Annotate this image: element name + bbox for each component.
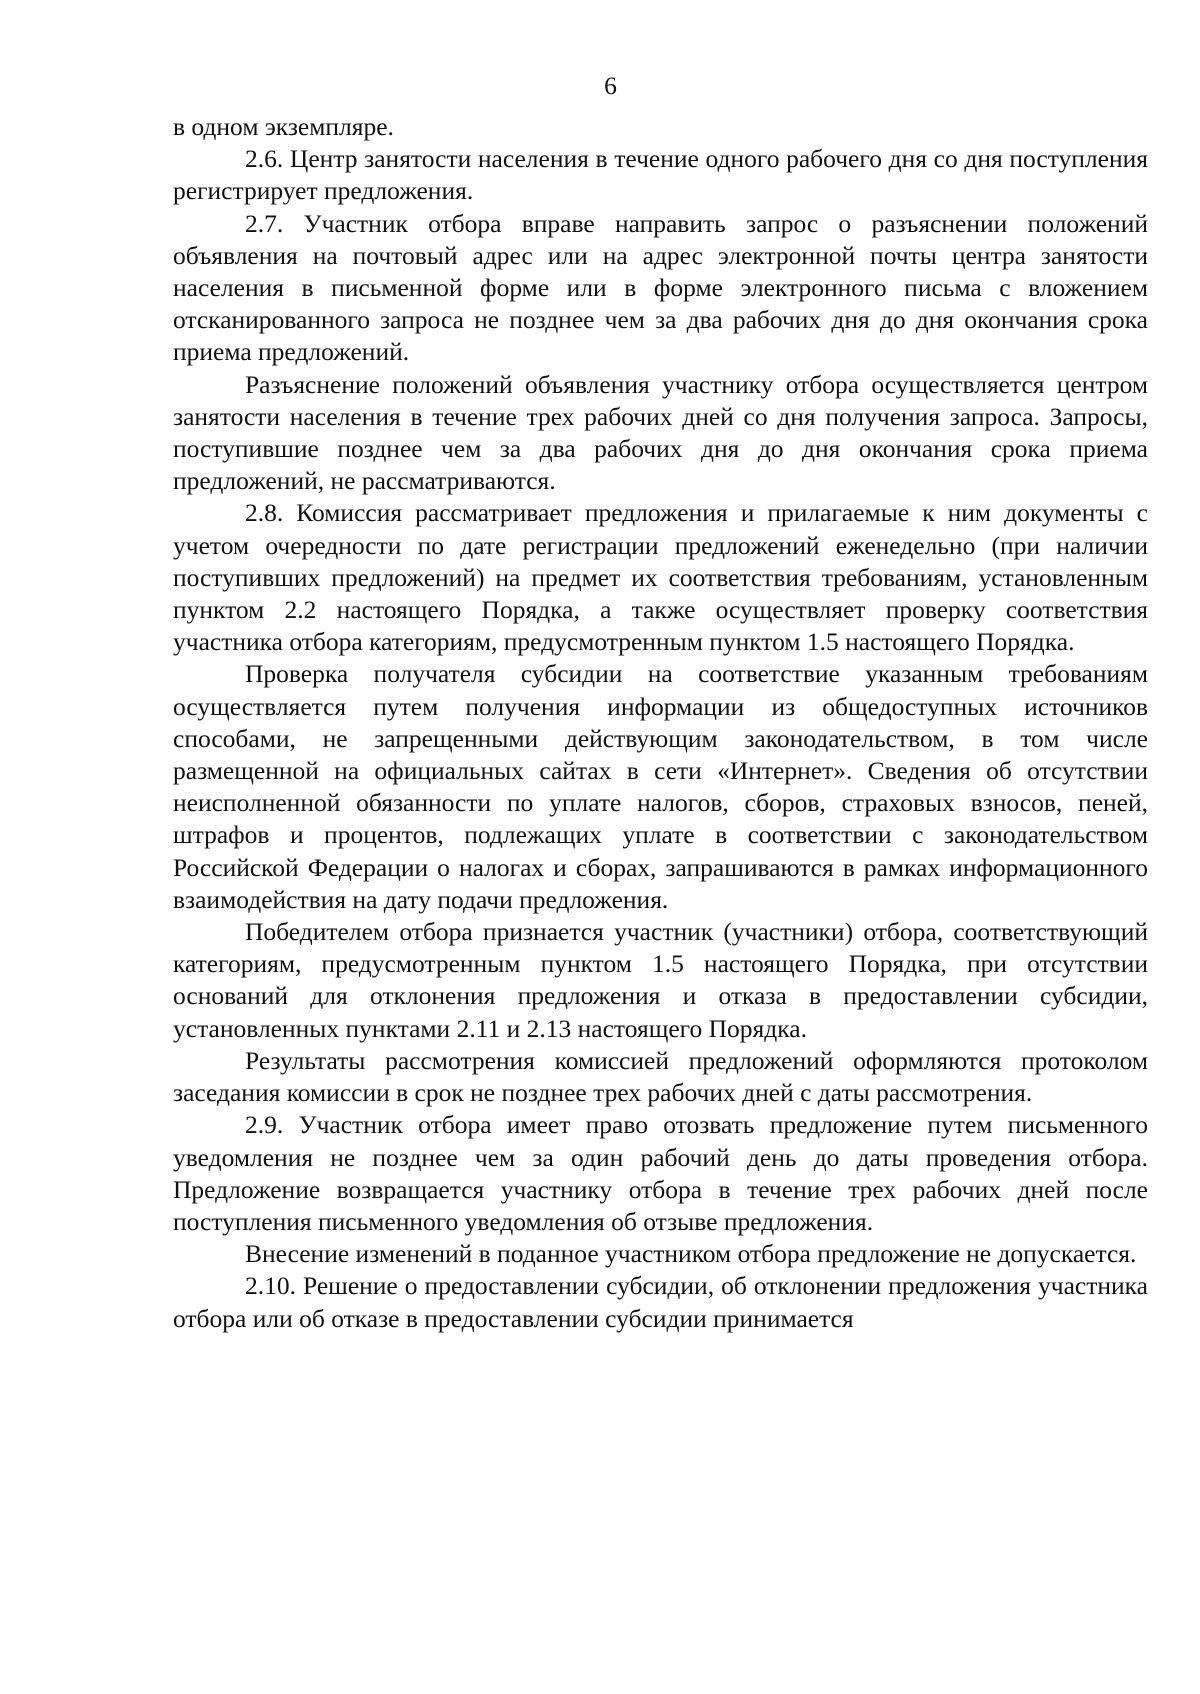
paragraph-continuation: в одном экземпляре.: [173, 112, 394, 141]
paragraph-results: Результаты рассмотрения комиссией предложений оформляются протоколом заседания комиссии в срок не позднее трех рабочих дней с даты рассмотрения.: [173, 1045, 1148, 1108]
paragraph-2-9: 2.9. Участник отбора имеет право отозвать предложение путем письменного уведомления не позднее чем за один рабочий день до даты проведения отбора. Предложение возвращается участнику отбора в течение трех рабочих дней после поступления письменного уведомления об отзыве предложения.: [173, 1110, 1148, 1236]
paragraph-no-changes: Внесение изменений в поданное участником отбора предложение не допускается.: [245, 1239, 1137, 1269]
paragraph-winner: Победителем отбора признается участник (участники) отбора, соответствующий категориям, предусмотренным пунктом 1.5 настоящего Порядка, при отсутствии оснований для отклонения предложения и отказа в предоставлении субсидии, установленных пунктами 2.11 и 2.13 настоящего Порядка.: [173, 917, 1148, 1043]
paragraph-2-8: 2.8. Комиссия рассматривает предложения и прилагаемые к ним документы с учетом очередности по дате регистрации предложений еженедельно (при наличии поступивших предложений) на предмет их соответствия требованиям, установленным пунктом 2.2 настоящего Порядка, а также осуществляет проверку соответствия участника отбора категориям, предусмотренным пунктом 1.5 настоящего Порядка.: [173, 498, 1148, 657]
paragraph-clarification: Разъяснение положений объявления участнику отбора осуществляется центром занятости населения в течение трех рабочих дней со дня получения запроса. Запросы, поступившие позднее чем за два рабочих дня до дня окончания срока приема предложений, не рассматриваются.: [173, 369, 1148, 496]
page-number: 6: [604, 71, 617, 100]
paragraph-2-6: 2.6. Центр занятости населения в течение одного рабочего дня со дня поступления регистрирует предложения.: [173, 144, 1148, 206]
paragraph-2-7: 2.7. Участник отбора вправе направить запрос о разъяснении положений объявления на почтовый адрес или на адрес электронной почты центра занятости населения в письменной форме или в форме электронного письма с вложением отсканированного запроса не позднее чем за два рабочих дня до дня окончания срока приема предложений.: [173, 208, 1148, 367]
paragraph-2-10: 2.10. Решение о предоставлении субсидии, об отклонении предложения участника отбора или об отказе в предоставлении субсидии принимается: [173, 1271, 1148, 1333]
paragraph-verification: Проверка получателя субсидии на соответствие указанным требованиям осуществляется путем получения информации из общедоступных источников способами, не запрещенными действующим законодательством, в том числе размещенной на официальных сайтах в сети «Интернет». Сведения об отсутствии неисполненной обязанности по уплате налогов, сборов, страховых взносов, пеней, штрафов и процентов, подлежащих уплате в соответствии с законодательством Российской Федерации о налогах и сборах, запрашиваются в рамках информационного взаимодействия на дату подачи предложения.: [173, 659, 1148, 914]
document-body: [173, 111, 1148, 1335]
